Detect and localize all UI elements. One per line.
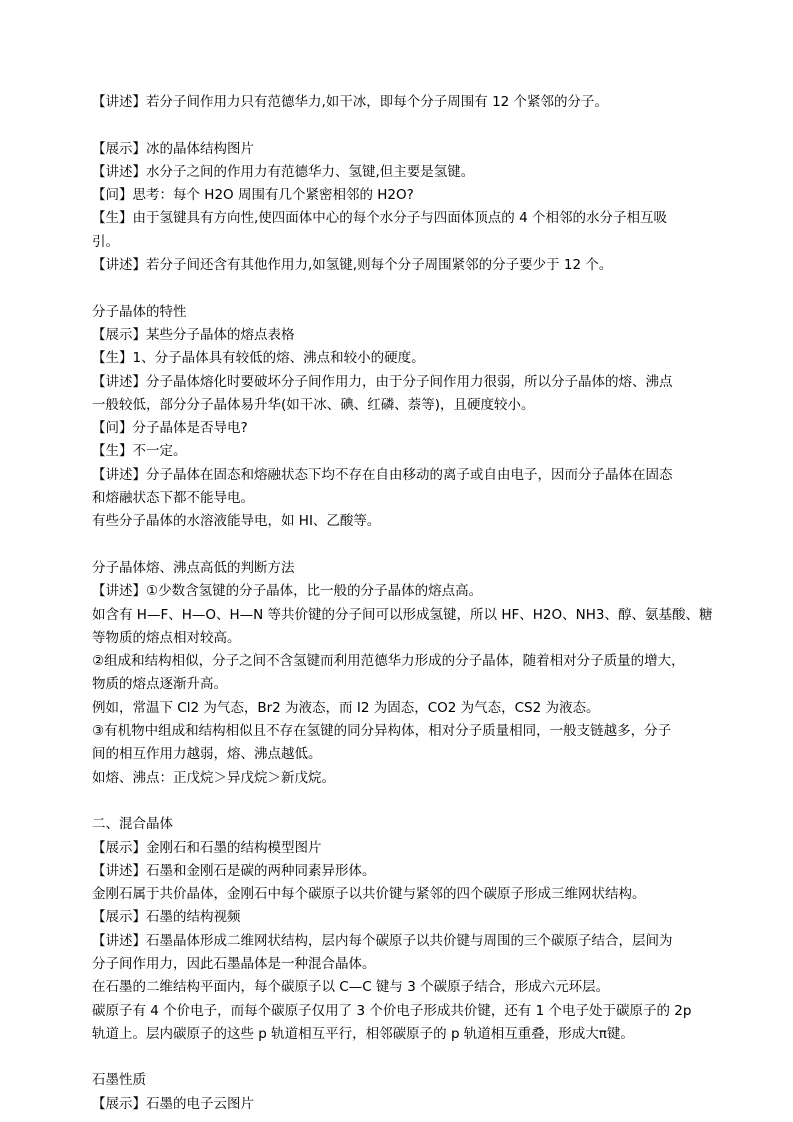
text-line: 轨道上。层内碳原子的这些 p 轨道相互平行，相邻碳原子的 p 轨道相互重叠，形成大π键。 <box>92 1025 634 1042</box>
text-line: 【展示】金刚石和石墨的结构模型图片 <box>92 839 322 856</box>
text-line: 【讲述】分子晶体在固态和熔融状态下均不存在自由移动的离子或自由电子，因而分子晶体在固态 <box>92 466 673 483</box>
blank-line <box>92 1046 704 1069</box>
text-line: 【展示】石墨的电子云图片 <box>92 1095 254 1112</box>
text-line: 【展示】某些分子晶体的熔点表格 <box>92 326 295 343</box>
blank-line <box>92 277 704 300</box>
blank-line <box>92 534 704 557</box>
text-line: 如含有 H—F、H—O、H—N 等共价键的分子间可以形成氢键，所以 HF、H2O、NH3、醇、氨基酸、糖 <box>92 606 713 623</box>
blank-line <box>92 790 704 813</box>
text-line: 【问】思考：每个 H2O 周围有几个紧密相邻的 H2O? <box>92 187 414 204</box>
blank-line <box>92 114 704 137</box>
text-line: 间的相互作用力越弱，熔、沸点越低。 <box>92 746 322 763</box>
text-line: 【讲述】石墨晶体形成二维网状结构，层内每个碳原子以共价键与周围的三个碳原子结合，层间为 <box>92 932 673 949</box>
text-line: 一般较低，部分分子晶体易升华(如干冰、碘、红磷、萘等)，且硬度较小。 <box>92 396 535 413</box>
text-line: 【生】由于氢键具有方向性,使四面体中心的每个水分子与四面体顶点的 4 个相邻的水分子相互吸 <box>92 210 667 227</box>
text-line: 【问】分子晶体是否导电? <box>92 420 248 437</box>
text-line: 【生】1、分子晶体具有较低的熔、沸点和较小的硬度。 <box>92 350 425 367</box>
text-line: 【讲述】水分子之间的作用力有范德华力、氢键,但主要是氢键。 <box>92 163 475 180</box>
text-line: ③有机物中组成和结构相似且不存在氢键的同分异构体，相对分子质量相同，一般支链越多，分子 <box>92 723 672 740</box>
text-line: 【讲述】石墨和金刚石是碳的两种同素异形体。 <box>92 862 376 879</box>
text-line: 【展示】石墨的结构视频 <box>92 909 241 926</box>
text-line: 如熔、沸点：正戊烷＞异戊烷＞新戊烷。 <box>92 769 335 786</box>
text-line: 【讲述】①少数含氢键的分子晶体，比一般的分子晶体的熔点高。 <box>92 583 483 600</box>
text-line: 等物质的熔点相对较高。 <box>92 629 241 646</box>
text-line: ②组成和结构相似，分子之间不含氢键而利用范德华力形成的分子晶体，随着相对分子质量的增大， <box>92 653 685 670</box>
text-line: 【生】不一定。 <box>92 443 187 460</box>
text-line: 【讲述】若分子间作用力只有范德华力,如干冰，即每个分子周围有 12 个紧邻的分子。 <box>92 94 609 110</box>
text-line: 二、混合晶体 <box>92 816 173 833</box>
text-line: 分子晶体熔、沸点高低的判断方法 <box>92 559 295 576</box>
text-line: 分子晶体的特性 <box>92 303 187 320</box>
text-line: 石墨性质 <box>92 1072 146 1089</box>
text-line: 例如，常温下 Cl2 为气态，Br2 为液态，而 I2 为固态，CO2 为气态，CS2 为液态。 <box>92 699 600 716</box>
text-line: 分子间作用力，因此石墨晶体是一种混合晶体。 <box>92 955 376 972</box>
document-body <box>92 91 713 1116</box>
text-line: 物质的熔点逐渐升高。 <box>92 676 227 693</box>
text-line: 在石墨的二维结构平面内，每个碳原子以 C—C 键与 3 个碳原子结合，形成六元环层。 <box>92 979 610 996</box>
text-line: 和熔融状态下都不能导电。 <box>92 490 254 507</box>
text-line: 【讲述】分子晶体熔化时要破坏分子间作用力，由于分子间作用力很弱，所以分子晶体的熔、沸点 <box>92 373 673 390</box>
text-line: 金刚石属于共价晶体，金刚石中每个碳原子以共价键与紧邻的四个碳原子形成三维网状结构。 <box>92 886 646 903</box>
text-line: 【展示】冰的晶体结构图片 <box>92 140 254 157</box>
text-line: 碳原子有 4 个价电子，而每个碳原子仅用了 3 个价电子形成共价键，还有 1 个电子处于碳原子的 2p <box>92 1002 692 1019</box>
text-line: 【讲述】若分子间还含有其他作用力,如氢键,则每个分子周围紧邻的分子要少于 12 个。 <box>92 257 613 274</box>
text-line: 有些分子晶体的水溶液能导电，如 HI、乙酸等。 <box>92 513 381 530</box>
text-line: 引。 <box>92 233 119 250</box>
